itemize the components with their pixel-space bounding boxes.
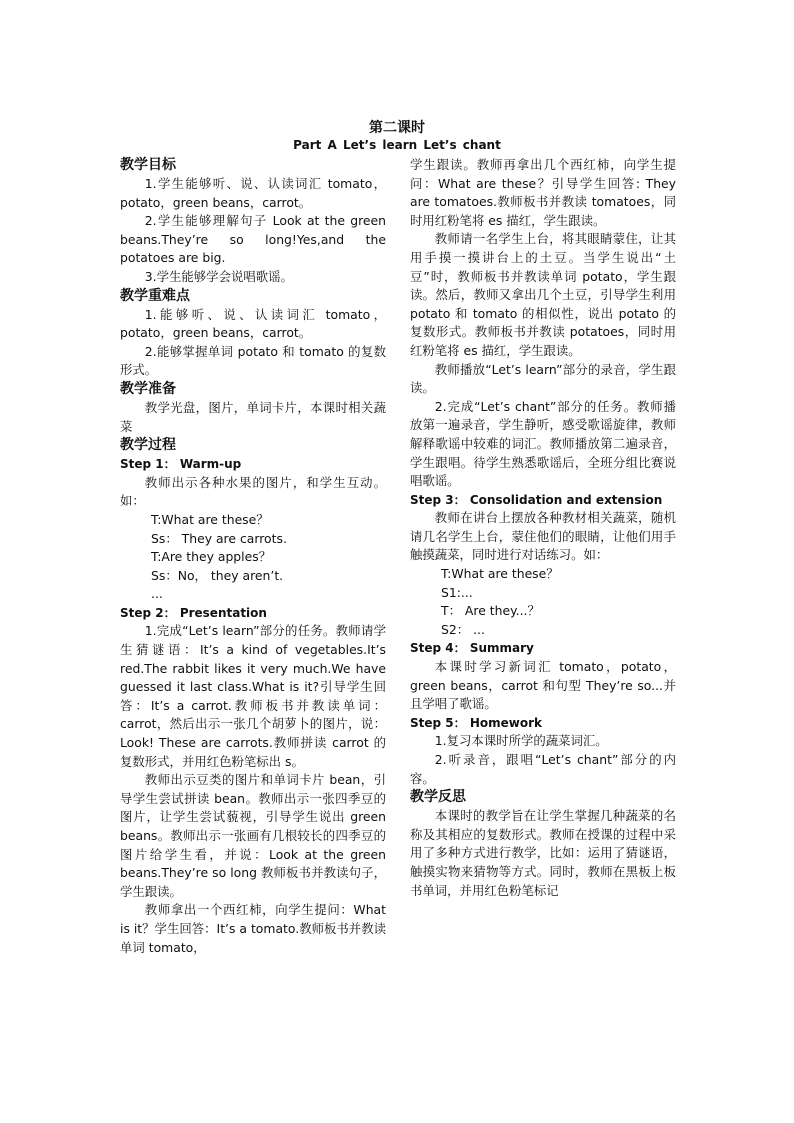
step-text: 教师出示各种水果的图片，和学生互动。如： <box>120 474 386 509</box>
section-heading-preparation: 教学准备 <box>120 380 176 397</box>
dialogue-line: S1:... <box>441 584 473 600</box>
step-paragraph: 教师请一名学生上台，将其眼睛蒙住，让其用手摸一摸讲台上的土豆。当学生说出“土豆”时，教师板书并教读单词 potato，学生跟读。然后，教师又拿出几个土豆，引导学生利用 potato 和 tomato 的相似性，说出 potato 的复数形式。教师板书并教读 potatoes，同时用红粉笔将 es 描红，学生跟读。 <box>410 231 676 358</box>
step-paragraph: 学生跟读。教师再拿出几个西红柿，向学生提问：What are these？引导学生回答: They are tomatoes.教师板书并教读 tomatoes，同时用红粉笔将 es 描红，学生跟读。 <box>410 157 676 228</box>
step-text: 教师在讲台上摆放各种教材相关蔬菜，随机请几名学生上台，蒙住他们的眼睛，让他们用手触摸蔬菜，同时进行对话练习。如： <box>410 510 676 563</box>
reflection-text: 本课时的教学旨在让学生掌握几种蔬菜的名称及其相应的复数形式。教师在授课的过程中采用了多种方式进行教学，比如：运用了猜谜语，触摸实物来猜物等方式。同时，教师在黑板上板书单词，并用红色粉笔标记 <box>410 808 676 898</box>
step-paragraph: 教师出示豆类的图片和单词卡片 bean，引导学生尝试拼读 bean。教师出示一张四季豆的图片，让学生尝试藐视，引导学生说出 green beans。教师出示一张画有几根较长的四季豆的图片给学生看，并说：Look at the green beans.They’re so long 教师板书并教读句子，学生跟读。 <box>120 772 386 899</box>
step-paragraph: 1.完成“Let’s learn”部分的任务。教师请学生猜谜语：It’s a kind of vegetables.It’s red.The rabbit likes it very much.We have guessed it last class.What is it?引导学生回答：It’s a carrot.教师板书并教读单词：carrot，然后出示一张几个胡萝卜的图片，说：Look! These are carrots.教师拼读 carrot 的复数形式，并用红色粉笔标出 s。 <box>120 623 386 769</box>
dialogue-line: Ss：No， they aren’t. <box>151 567 284 583</box>
key-point-item: 2.能够掌握单词 potato 和 tomato 的复数形式。 <box>120 343 386 378</box>
right-column <box>410 156 676 900</box>
section-heading-process: 教学过程 <box>120 437 176 454</box>
dialogue-line: T:What are these？ <box>151 511 269 527</box>
step-title: Step 1： Warm-up <box>120 457 242 472</box>
homework-item: 2.听录音，跟唱“Let’s chant”部分的内容。 <box>410 752 676 786</box>
homework-item: 1.复习本课时所学的蔬菜词汇。 <box>434 733 608 749</box>
key-point-item: 1.能够听、说、认读词汇 tomato，potato，green beans，carrot。 <box>120 306 386 341</box>
dialogue-line: Ss： They are carrots. <box>151 530 287 546</box>
step-title: Step 2： Presentation <box>120 605 267 620</box>
preparation-text: 教学光盘，图片，单词卡片，本课时相关蔬菜 <box>120 399 386 434</box>
dialogue-line: S2： ... <box>441 621 485 637</box>
goal-item: 1.学生能够听、说、认读词汇 tomato，potato，green beans，carrot。 <box>120 176 386 210</box>
section-heading-reflection: 教学反思 <box>410 789 466 806</box>
step-title: Step 4： Summary <box>410 641 534 656</box>
section-heading-goals: 教学目标 <box>120 157 176 173</box>
dialogue-line: ... <box>151 586 163 602</box>
section-heading-key-points: 教学重难点 <box>120 287 190 304</box>
goal-item: 3.学生能够学会说唱歌谣。 <box>144 268 293 284</box>
step-paragraph: 教师播放“Let’s learn”部分的录音，学生跟读。 <box>410 361 676 396</box>
step-paragraph: 教师拿出一个西红柿，向学生提问：What is it？学生回答：It’s a tomato.教师板书并教读单词 tomato， <box>120 902 386 955</box>
dialogue-line: T： Are they...？ <box>441 603 540 619</box>
step-title: Step 5： Homework <box>410 715 542 730</box>
lesson-subtitle: Part A Let’s learn Let’s chant <box>293 138 501 152</box>
goal-item: 2.学生能够理解句子 Look at the green beans.They’re so long!Yes,and the potatoes are big. <box>120 213 386 266</box>
dialogue-line: T:What are these？ <box>441 566 559 582</box>
page-title: 第二课时 <box>369 120 425 136</box>
step-title: Step 3： Consolidation and extension <box>410 492 663 507</box>
left-column <box>120 156 386 957</box>
step-text: 本课时学习新词汇 tomato，potato，green beans，carrot 和句型 They’re so...并且学唱了歌谣。 <box>410 659 676 712</box>
dialogue-line: T:Are they apples？ <box>151 549 272 565</box>
step-paragraph: 2.完成“Let’s chant”部分的任务。教师播放第一遍录音，学生静听，感受歌谣旋律，教师解释歌谣中较难的词汇。教师播放第二遍录音，学生跟唱。待学生熟悉歌谣后，全班分组比赛说唱歌谣。 <box>410 398 676 489</box>
